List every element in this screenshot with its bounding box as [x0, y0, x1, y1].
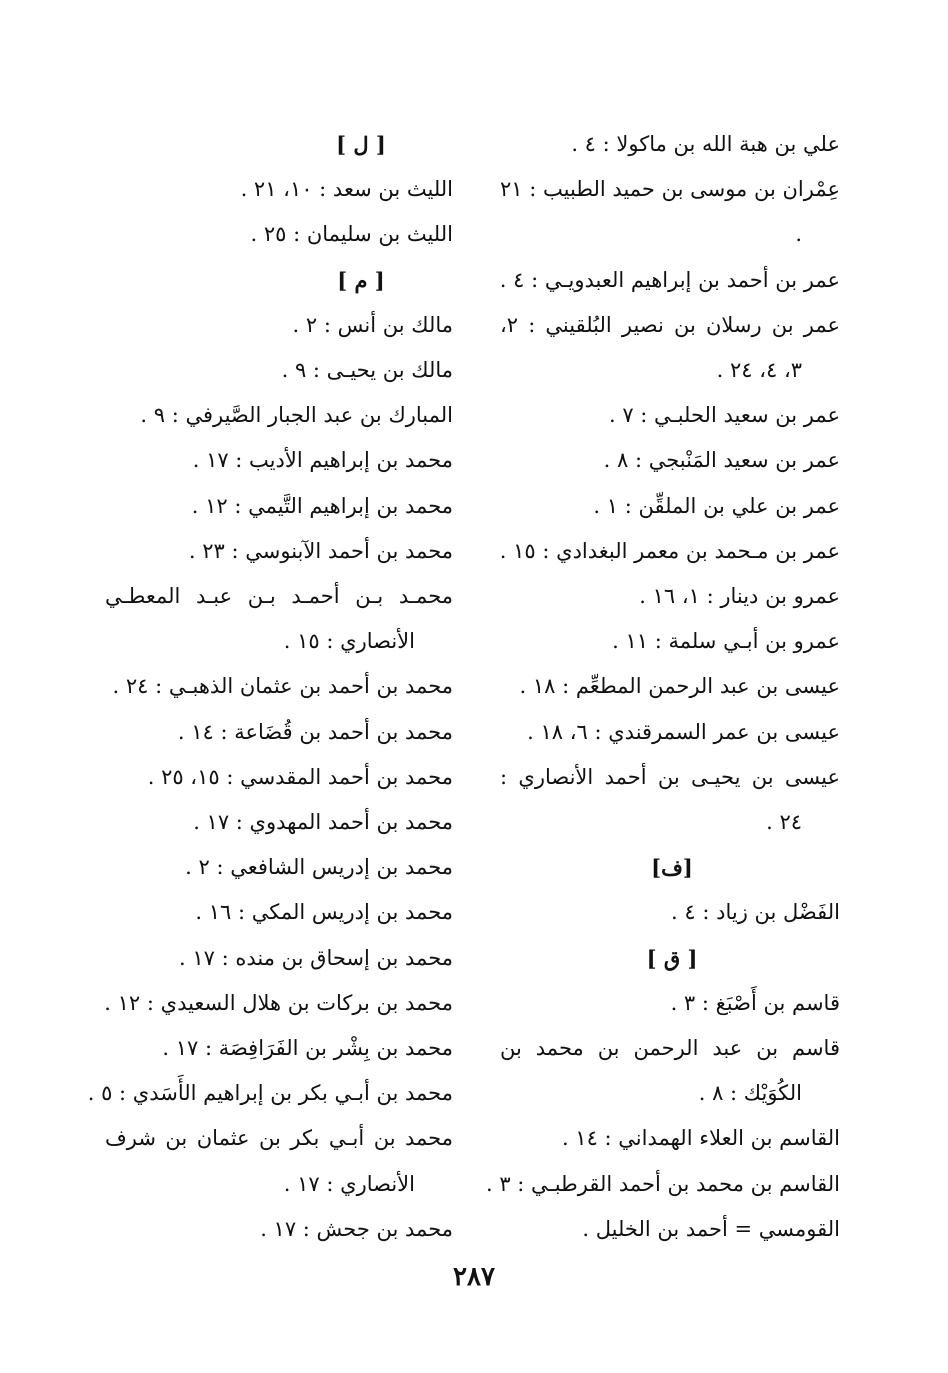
index-entry: قاسم بن أَصْبَغ : ٣ .: [670, 990, 840, 1015]
index-entry: محمد بن أحمد المهدوي : ١٧ .: [193, 810, 453, 835]
index-entry: محمد بن جحش : ١٧ .: [260, 1216, 453, 1241]
index-entry: عيسى بن يحيـى بن أحمد الأنصاري : ٢٤ .: [500, 764, 840, 835]
index-entry: عمر بن رسلان بن نصير البُلقيني : ٢، ٣، ٤، ٢٤ .: [500, 312, 840, 383]
index-entry: محمد بن إدريس المكي : ١٦ .: [195, 900, 453, 925]
index-entry: عمرو بن دينار : ١، ١٦ .: [639, 584, 840, 609]
index-entry: محمـد بـن أحمـد بـن عبـد المعطـي الأنصاري : ١٥ .: [105, 584, 453, 654]
index-entry: عِمْران بن موسى بن حميد الطبيب : ٢١ .: [500, 177, 840, 247]
page-number: ٢٨٧: [453, 1262, 495, 1292]
index-entry: المبارك بن عبد الجبار الصَّيرفي : ٩ .: [140, 403, 453, 428]
index-entry: عمر بن أحمد بن إبراهيم العبدويـي : ٤ .: [499, 267, 840, 292]
section-heading-fa: [ف]: [651, 855, 693, 881]
index-entry: محمد بن أحمد المقدسي : ١٥، ٢٥ .: [147, 764, 453, 789]
index-entry: القاسم بن محمد بن أحمد القرطبـي : ٣ .: [485, 1171, 840, 1196]
index-entry: علي بن هبة الله بن ماكولا : ٤ .: [571, 132, 840, 156]
index-entry: محمد بن بركات بن هلال السعيدي : ١٢ .: [104, 990, 453, 1015]
index-entry: قاسم بن عبد الرحمن بن محمد بن الكُوَيْك : ٨ .: [500, 1036, 840, 1106]
index-entry: محمد بن بِشْر بن الفَرَافِصَة : ١٧ .: [162, 1036, 453, 1061]
index-entry: محمد بن أحمد بن عثمان الذهبـي : ٢٤ .: [112, 674, 453, 699]
section-heading-mim: [ م ]: [337, 267, 385, 293]
index-entry: الليث بن سليمان : ٢٥ .: [250, 222, 453, 247]
index-entry: الليث بن سعد : ١٠، ٢١ .: [240, 177, 453, 202]
index-entry: القاسم بن العلاء الهمداني : ١٤ .: [561, 1126, 840, 1151]
index-entry: عمر بن مـحمد بن معمر البغدادي : ١٥ .: [499, 538, 840, 563]
index-entry: عمر بن علي بن الملقِّن : ١ .: [593, 493, 840, 518]
index-entry: محمد بن أبـي بكر بن عثمان بن شرف الأنصاري : ١٧ .: [105, 1126, 453, 1196]
index-entry: مالك بن يحيـى : ٩ .: [281, 358, 453, 383]
index-entry: محمد بن إبراهيم الأديب : ١٧ .: [192, 448, 453, 473]
index-entry: عيسى بن عبد الرحمن المطعِّم : ١٨ .: [519, 674, 840, 699]
section-heading-lam: [ ل ]: [336, 132, 386, 157]
index-entry: محمد بن أحمد الآبنوسي : ٢٣ .: [188, 538, 453, 563]
index-column-right: [485, 122, 840, 1252]
index-entry: عمر بن سعيد المَنْبجي : ٨ .: [603, 448, 840, 473]
index-column-left: [87, 122, 453, 1252]
index-entry: محمد بن إبراهيم التَّيمي : ١٢ .: [191, 493, 453, 518]
index-entry: محمد بن إدريس الشافعي : ٢ .: [185, 855, 453, 880]
index-entry: مالك بن أنس : ٢ .: [292, 312, 453, 337]
index-entry: عمر بن سعيد الحلبـي : ٧ .: [608, 403, 840, 428]
index-entry: محمد بن أحمد بن قُضَاعة : ١٤ .: [177, 719, 453, 744]
index-entry: الفَضْل بن زياد : ٤ .: [671, 900, 840, 925]
index-entry: محمد بن إسحاق بن منده : ١٧ .: [179, 945, 453, 970]
index-entry: محمد بن أبـي بكر بن إبراهيم الأَسَدي : ٥ .: [87, 1081, 453, 1106]
index-entry: القومسي = أحمد بن الخليل .: [582, 1216, 840, 1241]
section-heading-qaf: [ ق ]: [646, 945, 698, 971]
index-entry: عمرو بن أبـي سلمة : ١١ .: [612, 629, 840, 654]
index-entry: عيسى بن عمر السمرقندي : ٦، ١٨ .: [527, 719, 840, 744]
